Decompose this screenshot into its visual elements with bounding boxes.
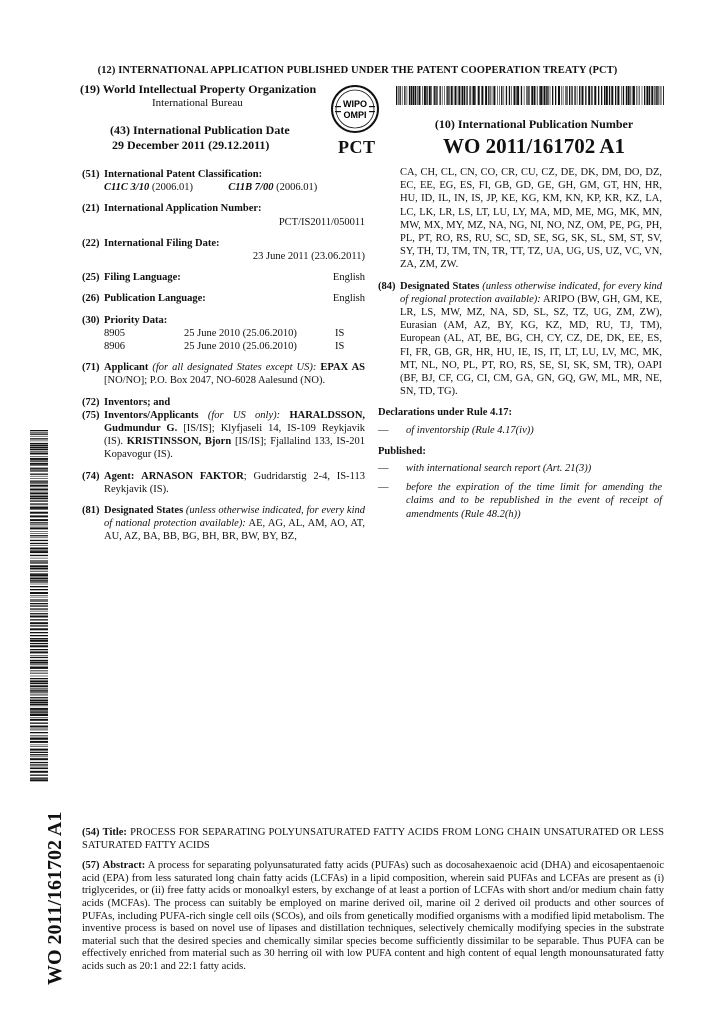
field-number: (75)	[82, 409, 100, 421]
inventor-name: KRISTINSSON, Bjorn	[126, 436, 232, 448]
publication-date-value: 29 December 2011 (29.12.2011)	[112, 138, 270, 152]
publication-number-label: (10) International Publication Number	[434, 117, 634, 131]
field-number: (57)	[82, 860, 100, 872]
publication-date-label: (43) International Publication Date	[110, 123, 290, 137]
field-label: Abstract:	[102, 860, 146, 872]
field-value: PCT/IS2011/050011	[278, 216, 365, 228]
field-81	[82, 504, 365, 544]
logo-text-top: WIPO	[343, 99, 367, 109]
field-label: Applicant	[104, 362, 149, 374]
field-84	[378, 280, 662, 399]
field-54	[82, 827, 664, 852]
field-number: (22)	[82, 237, 100, 249]
field-label: Designated States	[400, 280, 480, 292]
field-note: (for all designated States except US):	[152, 362, 317, 374]
field-value: English	[332, 272, 365, 284]
field-label: Title:	[102, 827, 127, 838]
published-text: before the expiration of the time limit for amending the claims and to be republished in the event of receipt of amendments (Rule 48.2(h))	[406, 482, 662, 520]
field-label: International Application Number:	[104, 203, 262, 215]
bibliographic-left-column	[82, 168, 365, 544]
ipc-year: (2006.01)	[276, 182, 318, 194]
pct-mark: PCT	[338, 137, 376, 157]
applicant-address: [NO/NO]; P.O. Box 2047, NO-6028 Aalesund (NO).	[104, 375, 326, 387]
field-label: Designated States	[104, 505, 184, 517]
field-value: 23 June 2011 (23.06.2011)	[252, 251, 365, 263]
field-number: (25)	[82, 272, 100, 284]
published-item	[378, 462, 662, 475]
field-75	[82, 409, 365, 462]
declarations-title: Declarations under Rule 4.17:	[378, 407, 512, 419]
field-label: Agent:	[104, 470, 135, 482]
published-text: with international search report (Art. 21(3))	[406, 463, 592, 475]
field-number: (72)	[82, 396, 100, 408]
side-publication-number	[14, 795, 74, 985]
inventor-address: [IS/IS]; Klyfjaseli 14, IS-109 Reykjavik (IS).	[104, 423, 365, 448]
document-kind-line: (12) INTERNATIONAL APPLICATION PUBLISHED UNDER THE PATENT COOPERATION TREATY (PCT)	[97, 65, 618, 76]
field-number: (71)	[82, 362, 100, 374]
field-number: (84)	[378, 280, 396, 292]
declaration-item	[378, 424, 662, 437]
field-label: Filing Language:	[104, 272, 181, 284]
agent-name: ARNASON FAKTOR	[141, 470, 244, 482]
field-label: International Filing Date:	[104, 237, 220, 249]
side-barcode	[30, 430, 48, 782]
field-number: (51)	[82, 169, 100, 180]
organization-bureau: International Bureau	[152, 97, 243, 109]
priority-number: 8905	[104, 327, 125, 339]
dash: —	[378, 424, 389, 436]
field-number: (30)	[82, 314, 100, 326]
dash: —	[378, 463, 389, 475]
priority-country: IS	[335, 341, 345, 353]
inventor-name: HARALDSSON, Gudmundur G.	[104, 409, 366, 435]
field-label: International Patent Classification:	[104, 169, 263, 180]
field-label: Inventors/Applicants	[104, 409, 199, 421]
designated-states-continued: CA, CH, CL, CN, CO, CR, CU, CZ, DE, DK, DM, DO, DZ, EC, EE, EG, ES, FI, GB, GD, GE, GH, GM, GT, HN, HR, HU, ID, IL, IN, IS, JP, KE, KG, KM, KN, KP, KR, KZ, LA, LC, LK, LR, LS, LT, LU, LY, MA, MD, ME, MG, MK, MN, MW, MX, MY, MZ, NA, NG, NI, NO, NZ, OM, PE, PG, PH, PL, PT, RO, RS, RU, SC, SD, SE, SG, SK, SL, SM, ST, SV, SY, TH, TJ, TM, TN, TR, TT, TZ, UA, UG, US, UZ, VC, VN, ZA, ZM, ZW.	[400, 167, 662, 271]
invention-title: PROCESS FOR SEPARATING POLYUNSATURATED FATTY ACIDS FROM LONG CHAIN UNSATURATED OR LESS SATURATED FATTY ACIDS	[82, 827, 665, 851]
dash: —	[378, 482, 389, 494]
applicant-name: EPAX AS	[320, 362, 365, 374]
field-72	[82, 396, 365, 409]
field-number: (26)	[82, 293, 100, 305]
field-57	[82, 860, 664, 973]
bibliographic-right-column	[378, 166, 662, 521]
field-label: Publication Language:	[104, 293, 206, 305]
field-number: (81)	[82, 505, 100, 517]
field-74	[82, 470, 365, 496]
priority-country: IS	[335, 327, 345, 339]
regional-states-list: ARIPO (BW, GH, GM, KE, LR, LS, MW, MZ, NA, SD, SL, SZ, TZ, UG, ZM, ZW), Eurasian (AM, AZ, BY, KG, KZ, MD, RU, TJ, TM), European (AL, AT, BE, BG, CH, CY, CZ, DE, DK, EE, ES, FI, FR, GB, GR, HR, HU, IE, IS, IT, LT, LU, LV, MC, MK, MT, NL, NO, PL, PT, RO, RS, SE, SI, SK, SM, TR), OAPI (BF, BJ, CF, CG, CI, CM, GA, GN, GQ, GW, ML, MR, NE, SN, TD, TG).	[400, 293, 662, 398]
agent-address: ; Gudridarstig 2-4, IS-113 Reykjavik (IS).	[104, 470, 365, 495]
organization-name: (19) World Intellectual Property Organization	[80, 82, 317, 96]
declaration-text: of inventorship (Rule 4.17(iv))	[406, 424, 534, 436]
field-71	[82, 361, 365, 387]
priority-row	[82, 340, 365, 353]
ipc-code: C11C 3/10	[104, 182, 150, 194]
priority-date: 25 June 2010 (25.06.2010)	[184, 327, 297, 339]
field-note: (unless otherwise indicated, for every kind of national protection available):	[104, 505, 365, 530]
field-26	[82, 292, 365, 305]
wipo-logo	[330, 84, 380, 134]
publication-number: WO 2011/161702 A1	[442, 134, 626, 158]
field-value: English	[332, 293, 365, 305]
ipc-year: (2006.01)	[151, 182, 193, 194]
priority-number: 8906	[104, 341, 125, 353]
field-25	[82, 271, 365, 284]
field-30	[82, 314, 365, 354]
field-number: (54)	[82, 827, 100, 838]
abstract-text: A process for separating polyunsaturated fatty acids (PUFAs) such as docosahexaenoic acid (DHA) and eicosapentaenoic acid (EPA) from less saturated long chain fatty acids (LCFAs) in a lipid composition, wherein said PUFAs and LCFAs are present as (i) triglycerides, or (ii) free fatty acids or monoalkyl esters, by exchange of at least a portion of LCFAs with short and/or medium chain fatty acids (MCFAs). The process can suitably be employed on marine derived oil, marine oil 2 derived oil products and other sources of PUFAs, including PUFA-rich single cell oils (SCOs), and oils from genetically modified organisms with a modified lipid metabolism. The inventive process is based on novel use of lipases and distillation techniques, selectively chemically modifying species in the substrate material such that the desired species and chemically similar species become sufficiently dissimilar to be separable. Thus PUFA can be effectively enriched from material such as 30 herring oil with low PUFA content and high content of equal length monounsaturated fatty acids such as 20:1 and 22:1 fatty acids.	[82, 860, 664, 972]
field-number: (74)	[82, 470, 100, 482]
designated-states-list: AE, AG, AL, AM, AO, AT, AU, AZ, BA, BB, BG, BH, BR, BW, BY, BZ,	[104, 518, 366, 543]
field-number: (21)	[82, 203, 100, 215]
field-21	[82, 202, 365, 228]
side-publication-number-text: WO 2011/161702 A1	[44, 811, 66, 985]
field-22	[82, 237, 365, 263]
field-label: Priority Data:	[104, 314, 168, 326]
title-abstract-section	[82, 827, 664, 982]
logo-text-bottom: OMPI	[343, 110, 367, 120]
field-note: (for US only):	[207, 409, 281, 421]
ipc-code: C11B 7/00	[228, 182, 274, 194]
publication-barcode	[396, 86, 664, 105]
priority-row	[82, 327, 365, 340]
published-item	[378, 481, 662, 521]
priority-date: 25 June 2010 (25.06.2010)	[184, 341, 297, 353]
field-note: (unless otherwise indicated, for every kind of regional protection available):	[400, 280, 662, 305]
field-label: Inventors; and	[104, 396, 171, 408]
field-51	[82, 168, 365, 194]
published-title: Published:	[378, 445, 426, 457]
inventor-address: [IS/IS]; Fjallalind 133, IS-201 Kopavogur (IS).	[104, 436, 366, 461]
